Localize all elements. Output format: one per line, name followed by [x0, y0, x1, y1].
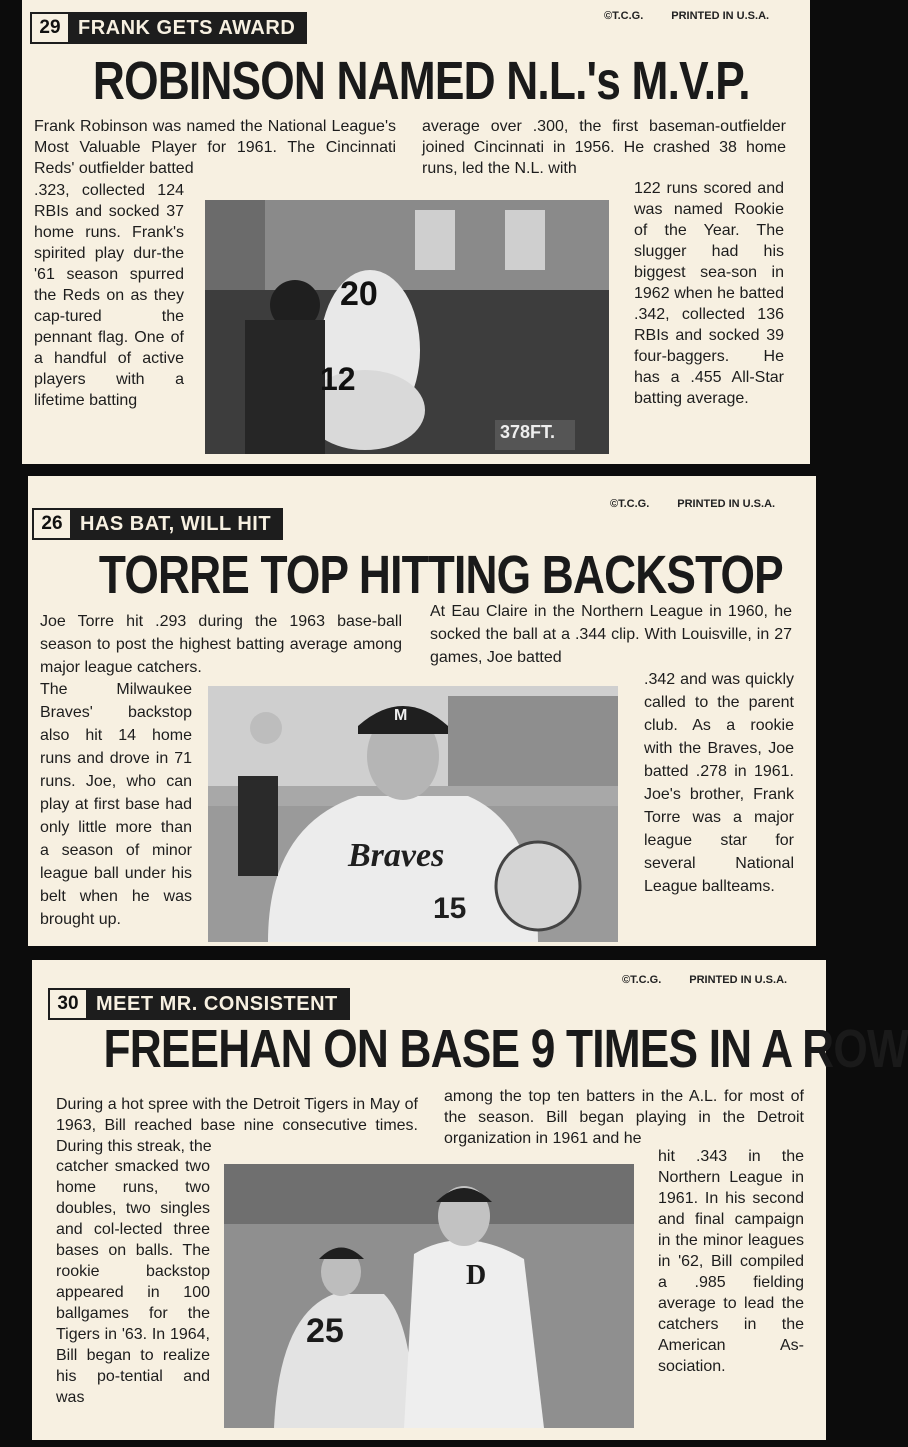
photo-tigers-logo: D: [466, 1260, 487, 1291]
text-top-left: Frank Robinson was named the National League's Most Valuable Player for 1961. The Cincinnati Reds' outfielder batted: [34, 118, 396, 177]
photo-cap-letter: M: [394, 707, 408, 724]
printed-in-usa: PRINTED IN U.S.A.: [677, 498, 776, 510]
photo-torre: [208, 686, 618, 942]
copyright-mark: ©T.C.G.: [622, 974, 662, 986]
text-top-left: During a hot spree with the Detroit Tigers in May of 1963, Bill reached base nine consecutive times. During this streak, the: [56, 1096, 418, 1155]
text-left: catcher smacked two home runs, two doubles, two singles and col-lected three bases on balls. The rookie backstop appeared in 100 ballgames for the Tigers in '63. In 1964, Bill began to realize his po-tential and was: [56, 1158, 210, 1406]
photo-jersey-25: 25: [306, 1312, 344, 1350]
card-robinson: [22, 0, 810, 464]
photo-jersey-script: Braves: [348, 837, 445, 874]
photo-freehan: [224, 1164, 634, 1428]
photo-jersey-20: 20: [340, 275, 378, 313]
card-meta: [610, 498, 775, 510]
copyright-mark: ©T.C.G.: [604, 10, 644, 22]
text-top-right: among the top ten batters in the A.L. for most of the season. Bill began playing in the Detroit organization in 1961 and he: [444, 1088, 804, 1147]
card-badge: [30, 12, 307, 44]
text-left: The Milwaukee Braves' backstop also hit 14 home runs and drove in 71 runs. Joe, who can play at first base had only little more than a season of minor league ball under his belt when he was brought up.: [40, 681, 192, 928]
card-number: 30: [50, 990, 86, 1018]
text-right: .342 and was quickly called to the parent club. As a rookie with the Braves, Joe batted .278 in 1961. Joe's brother, Frank Torre was a major league star for several National League ballteams.: [644, 671, 794, 895]
card-meta: [604, 10, 769, 22]
text-right: hit .343 in the Northern League in 1961. In his second and final campaign in the minor leagues in '62, Bill compiled a .985 fielding average to lead the catchers in the American As-sociation.: [658, 1148, 804, 1375]
photo-jersey-number: 15: [433, 892, 467, 925]
text-right: 122 runs scored and was named Rookie of the Year. The slugger had his biggest sea-son in 1962 when he batted .342, collected 136 RBIs and socked 39 four-baggers. He has a .455 All-Star batting average.: [634, 180, 784, 407]
card-number: 29: [32, 14, 68, 42]
badge-label: HAS BAT, WILL HIT: [80, 512, 272, 535]
photo-robinson: [205, 200, 609, 454]
text-left: .323, collected 124 RBIs and socked 37 home runs. Frank's spirited play dur-the '61 season spurred the Reds on as they cap-tured the pennant flag. One of a handful of active players with a lifetime batting: [34, 182, 184, 409]
printed-in-usa: PRINTED IN U.S.A.: [671, 10, 770, 22]
badge-label: MEET MR. CONSISTENT: [96, 992, 338, 1015]
printed-in-usa: PRINTED IN U.S.A.: [689, 974, 788, 986]
card-meta: [622, 974, 787, 986]
photo-jersey-12: 12: [320, 361, 356, 397]
card-headline: FREEHAN ON BASE 9 TIMES IN A ROW: [103, 1019, 908, 1079]
text-top-right: At Eau Claire in the Northern League in 1960, he socked the ball at a .344 clip. With Louisville, in 27 games, Joe batted: [430, 603, 792, 666]
badge-label: FRANK GETS AWARD: [78, 16, 296, 39]
text-top-right: average over .300, the first baseman-outfielder joined Cincinnati in 1956. He crashed 38 home runs, led the N.L. with: [422, 118, 786, 177]
card-headline: TORRE TOP HITTING BACKSTOP: [98, 545, 783, 605]
copyright-mark: ©T.C.G.: [610, 498, 650, 510]
card-headline: ROBINSON NAMED N.L.'s M.V.P.: [92, 51, 750, 111]
card-number: 26: [34, 510, 70, 538]
photo-distance-sign: 378FT.: [500, 422, 556, 442]
card-badge: [32, 508, 283, 540]
card-badge: [48, 988, 350, 1020]
card-torre: [28, 476, 816, 946]
card-freehan: [32, 960, 908, 1440]
text-top-left: Joe Torre hit .293 during the 1963 base-ball season to post the highest batting average among major league catchers.: [40, 613, 402, 676]
